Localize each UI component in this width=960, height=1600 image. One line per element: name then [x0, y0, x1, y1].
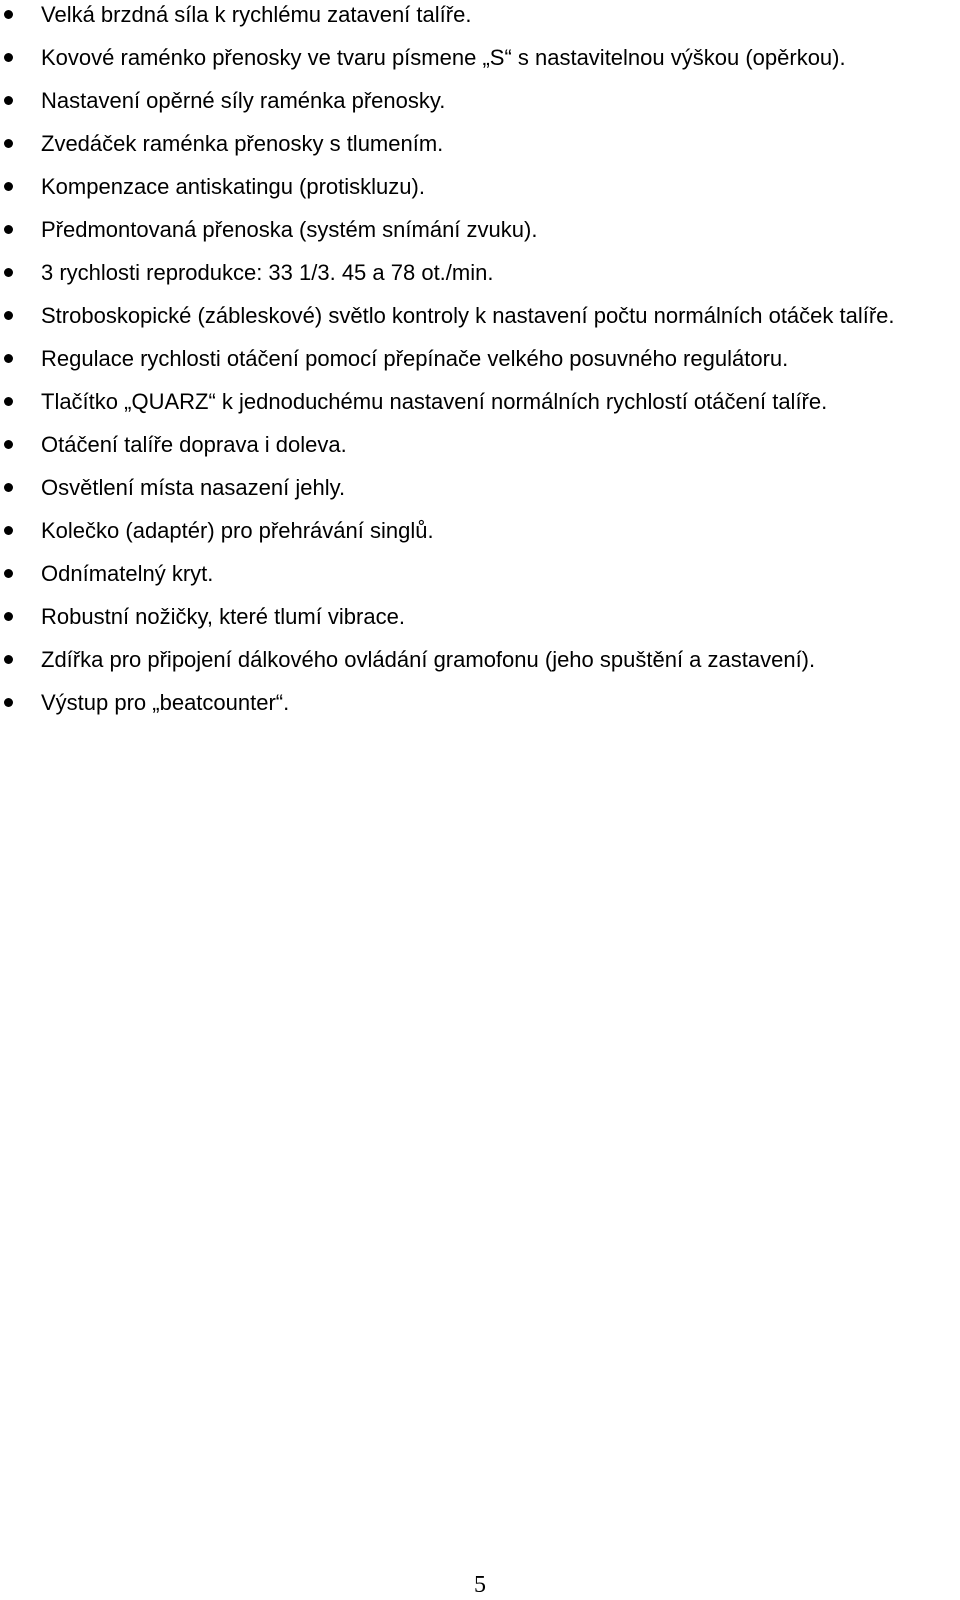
bullet-icon — [4, 225, 13, 234]
bullet-icon — [4, 612, 13, 621]
list-item-text: Tlačítko „QUARZ“ k jednoduchému nastavení normálních rychlostí otáčení talíře. — [41, 389, 828, 414]
list-item — [0, 473, 960, 502]
list-item-text: Otáčení talíře doprava i doleva. — [41, 432, 347, 457]
list-item-text: Kolečko (adaptér) pro přehrávání singlů. — [41, 518, 434, 543]
list-item — [0, 430, 960, 459]
list-item — [0, 43, 960, 72]
list-item-text: Stroboskopické (zábleskové) světlo kontroly k nastavení počtu normálních otáček talíře. — [41, 303, 895, 328]
list-item — [0, 516, 960, 545]
list-item-text: Regulace rychlosti otáčení pomocí přepínače velkého posuvného regulátoru. — [41, 346, 789, 371]
bullet-icon — [4, 483, 13, 492]
bullet-icon — [4, 311, 13, 320]
list-item — [0, 301, 960, 330]
list-item — [0, 129, 960, 158]
list-item-text: Výstup pro „beatcounter“. — [41, 690, 290, 715]
list-item — [0, 645, 960, 674]
bullet-icon — [4, 354, 13, 363]
page-number: 5 — [474, 1572, 486, 1598]
list-item — [0, 86, 960, 115]
feature-list — [0, 0, 960, 717]
bullet-icon — [4, 526, 13, 535]
list-item-text: Robustní nožičky, které tlumí vibrace. — [41, 604, 405, 629]
list-item-text: Předmontovaná přenoska (systém snímání zvuku). — [41, 217, 538, 242]
list-item-text: Zdířka pro připojení dálkového ovládání gramofonu (jeho spuštění a zastavení). — [41, 647, 816, 672]
list-item-text: Kovové raménko přenosky ve tvaru písmene „S“ s nastavitelnou výškou (opěrkou). — [41, 45, 846, 70]
bullet-icon — [4, 139, 13, 148]
bullet-icon — [4, 440, 13, 449]
list-item — [0, 344, 960, 373]
list-item — [0, 258, 960, 287]
list-item-text: Osvětlení místa nasazení jehly. — [41, 475, 346, 500]
bullet-icon — [4, 698, 13, 707]
bullet-icon — [4, 53, 13, 62]
list-item-text: Kompenzace antiskatingu (protiskluzu). — [41, 174, 425, 199]
bullet-icon — [4, 10, 13, 19]
bullet-icon — [4, 268, 13, 277]
list-item — [0, 215, 960, 244]
list-item — [0, 0, 960, 29]
bullet-icon — [4, 182, 13, 191]
bullet-icon — [4, 96, 13, 105]
list-item-text: Nastavení opěrné síly raménka přenosky. — [41, 88, 446, 113]
bullet-icon — [4, 397, 13, 406]
bullet-icon — [4, 655, 13, 664]
list-item — [0, 387, 960, 416]
list-item-text: Velká brzdná síla k rychlému zatavení talíře. — [41, 2, 472, 27]
bullet-icon — [4, 569, 13, 578]
list-item-text: Zvedáček raménka přenosky s tlumením. — [41, 131, 444, 156]
list-item — [0, 172, 960, 201]
list-item-text: 3 rychlosti reprodukce: 33 1/3. 45 a 78 ot./min. — [41, 260, 494, 285]
list-item — [0, 559, 960, 588]
list-item — [0, 688, 960, 717]
list-item — [0, 602, 960, 631]
list-item-text: Odnímatelný kryt. — [41, 561, 214, 586]
